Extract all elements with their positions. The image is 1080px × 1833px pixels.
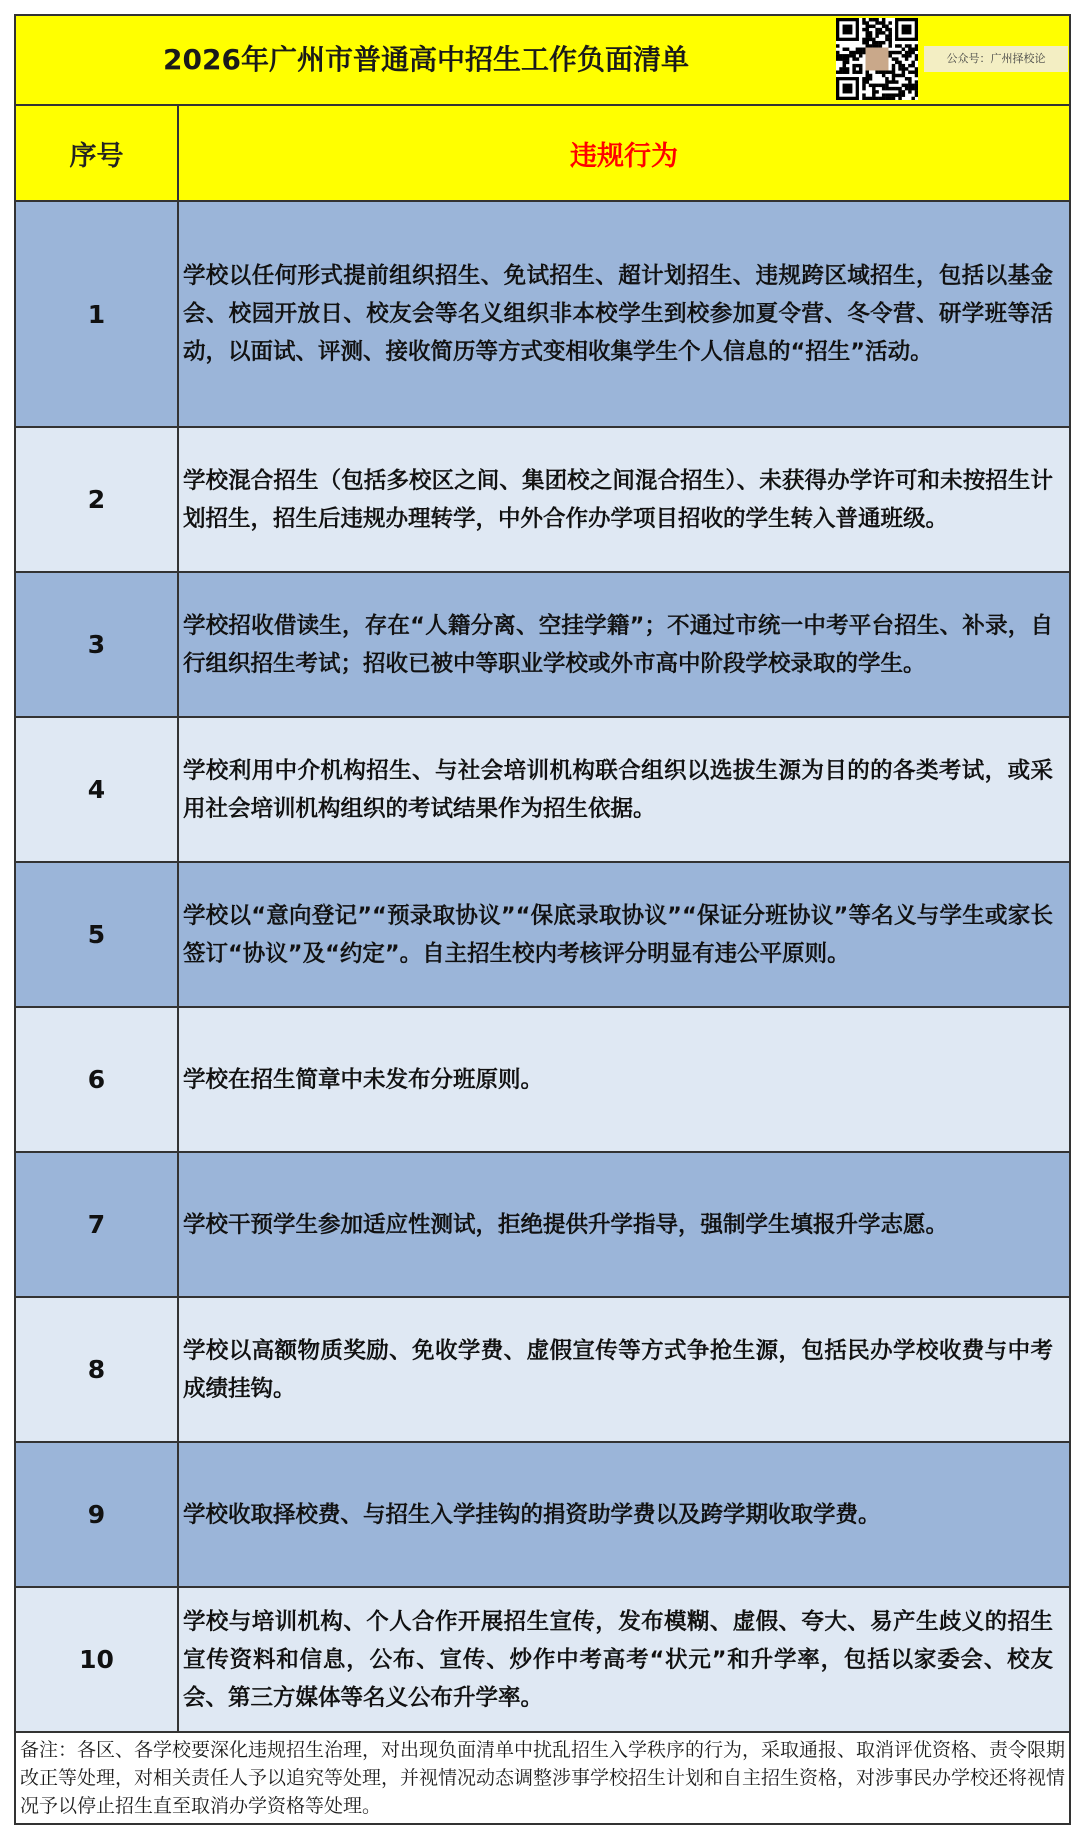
- row-text: 学校干预学生参加适应性测试，拒绝提供升学指导，强制学生填报升学志愿。: [178, 1152, 1070, 1297]
- table-row: [15, 1152, 1070, 1297]
- row-seq: 9: [15, 1442, 178, 1587]
- watermark-label: 公众号：广州择校论: [924, 46, 1068, 72]
- title-row: [15, 15, 1070, 105]
- row-seq: 2: [15, 427, 178, 572]
- negative-list-sheet: [14, 14, 1071, 1825]
- note-row: [15, 1732, 1070, 1824]
- table-row: [15, 717, 1070, 862]
- table-row: [15, 427, 1070, 572]
- header-seq: 序号: [15, 105, 178, 201]
- footnote: 备注：各区、各学校要深化违规招生治理，对出现负面清单中扰乱招生入学秩序的行为，采取通报、取消评优资格、责令限期改正等处理，对相关责任人予以追究等处理，并视情况动态调整涉事学校招生计划和自主招生资格，对涉事民办学校还将视情况予以停止招生直至取消办学资格等处理。: [15, 1732, 1070, 1824]
- row-seq: 10: [15, 1587, 178, 1732]
- table-row: [15, 201, 1070, 427]
- title-cell: [15, 15, 1070, 105]
- row-seq: 1: [15, 201, 178, 427]
- table-row: [15, 1442, 1070, 1587]
- table-row: [15, 1587, 1070, 1732]
- header-action: 违规行为: [178, 105, 1070, 201]
- row-text: 学校招收借读生，存在“人籍分离、空挂学籍”；不通过市统一中考平台招生、补录，自行组织招生考试；招收已被中等职业学校或外市高中阶段学校录取的学生。: [178, 572, 1070, 717]
- row-text: 学校在招生简章中未发布分班原则。: [178, 1007, 1070, 1152]
- row-seq: 4: [15, 717, 178, 862]
- row-seq: 8: [15, 1297, 178, 1442]
- row-text: 学校利用中介机构招生、与社会培训机构联合组织以选拔生源为目的的各类考试，或采用社会培训机构组织的考试结果作为招生依据。: [178, 717, 1070, 862]
- table-row: [15, 1297, 1070, 1442]
- row-text: 学校混合招生（包括多校区之间、集团校之间混合招生）、未获得办学许可和未按招生计划招生，招生后违规办理转学，中外合作办学项目招收的学生转入普通班级。: [178, 427, 1070, 572]
- row-seq: 7: [15, 1152, 178, 1297]
- row-text: 学校以任何形式提前组织招生、免试招生、超计划招生、违规跨区域招生，包括以基金会、校园开放日、校友会等名义组织非本校学生到校参加夏令营、冬令营、研学班等活动，以面试、评测、接收简历等方式变相收集学生个人信息的“招生”活动。: [178, 201, 1070, 427]
- row-seq: 5: [15, 862, 178, 1007]
- negative-list-table: [14, 14, 1071, 1825]
- table-row: [15, 572, 1070, 717]
- header-row: [15, 105, 1070, 201]
- qr-code-icon: [836, 18, 918, 100]
- row-seq: 6: [15, 1007, 178, 1152]
- table-row: [15, 862, 1070, 1007]
- row-text: 学校以高额物质奖励、免收学费、虚假宣传等方式争抢生源，包括民办学校收费与中考成绩挂钩。: [178, 1297, 1070, 1442]
- row-seq: 3: [15, 572, 178, 717]
- table-row: [15, 1007, 1070, 1152]
- row-text: 学校与培训机构、个人合作开展招生宣传，发布模糊、虚假、夸大、易产生歧义的招生宣传资料和信息，公布、宣传、炒作中考高考“状元”和升学率，包括以家委会、校友会、第三方媒体等名义公布升学率。: [178, 1587, 1070, 1732]
- row-text: 学校以“意向登记”“预录取协议”“保底录取协议”“保证分班协议”等名义与学生或家长签订“协议”及“约定”。自主招生校内考核评分明显有违公平原则。: [178, 862, 1070, 1007]
- page-title: 2026年广州市普通高中招生工作负面清单: [163, 43, 689, 76]
- row-text: 学校收取择校费、与招生入学挂钩的捐资助学费以及跨学期收取学费。: [178, 1442, 1070, 1587]
